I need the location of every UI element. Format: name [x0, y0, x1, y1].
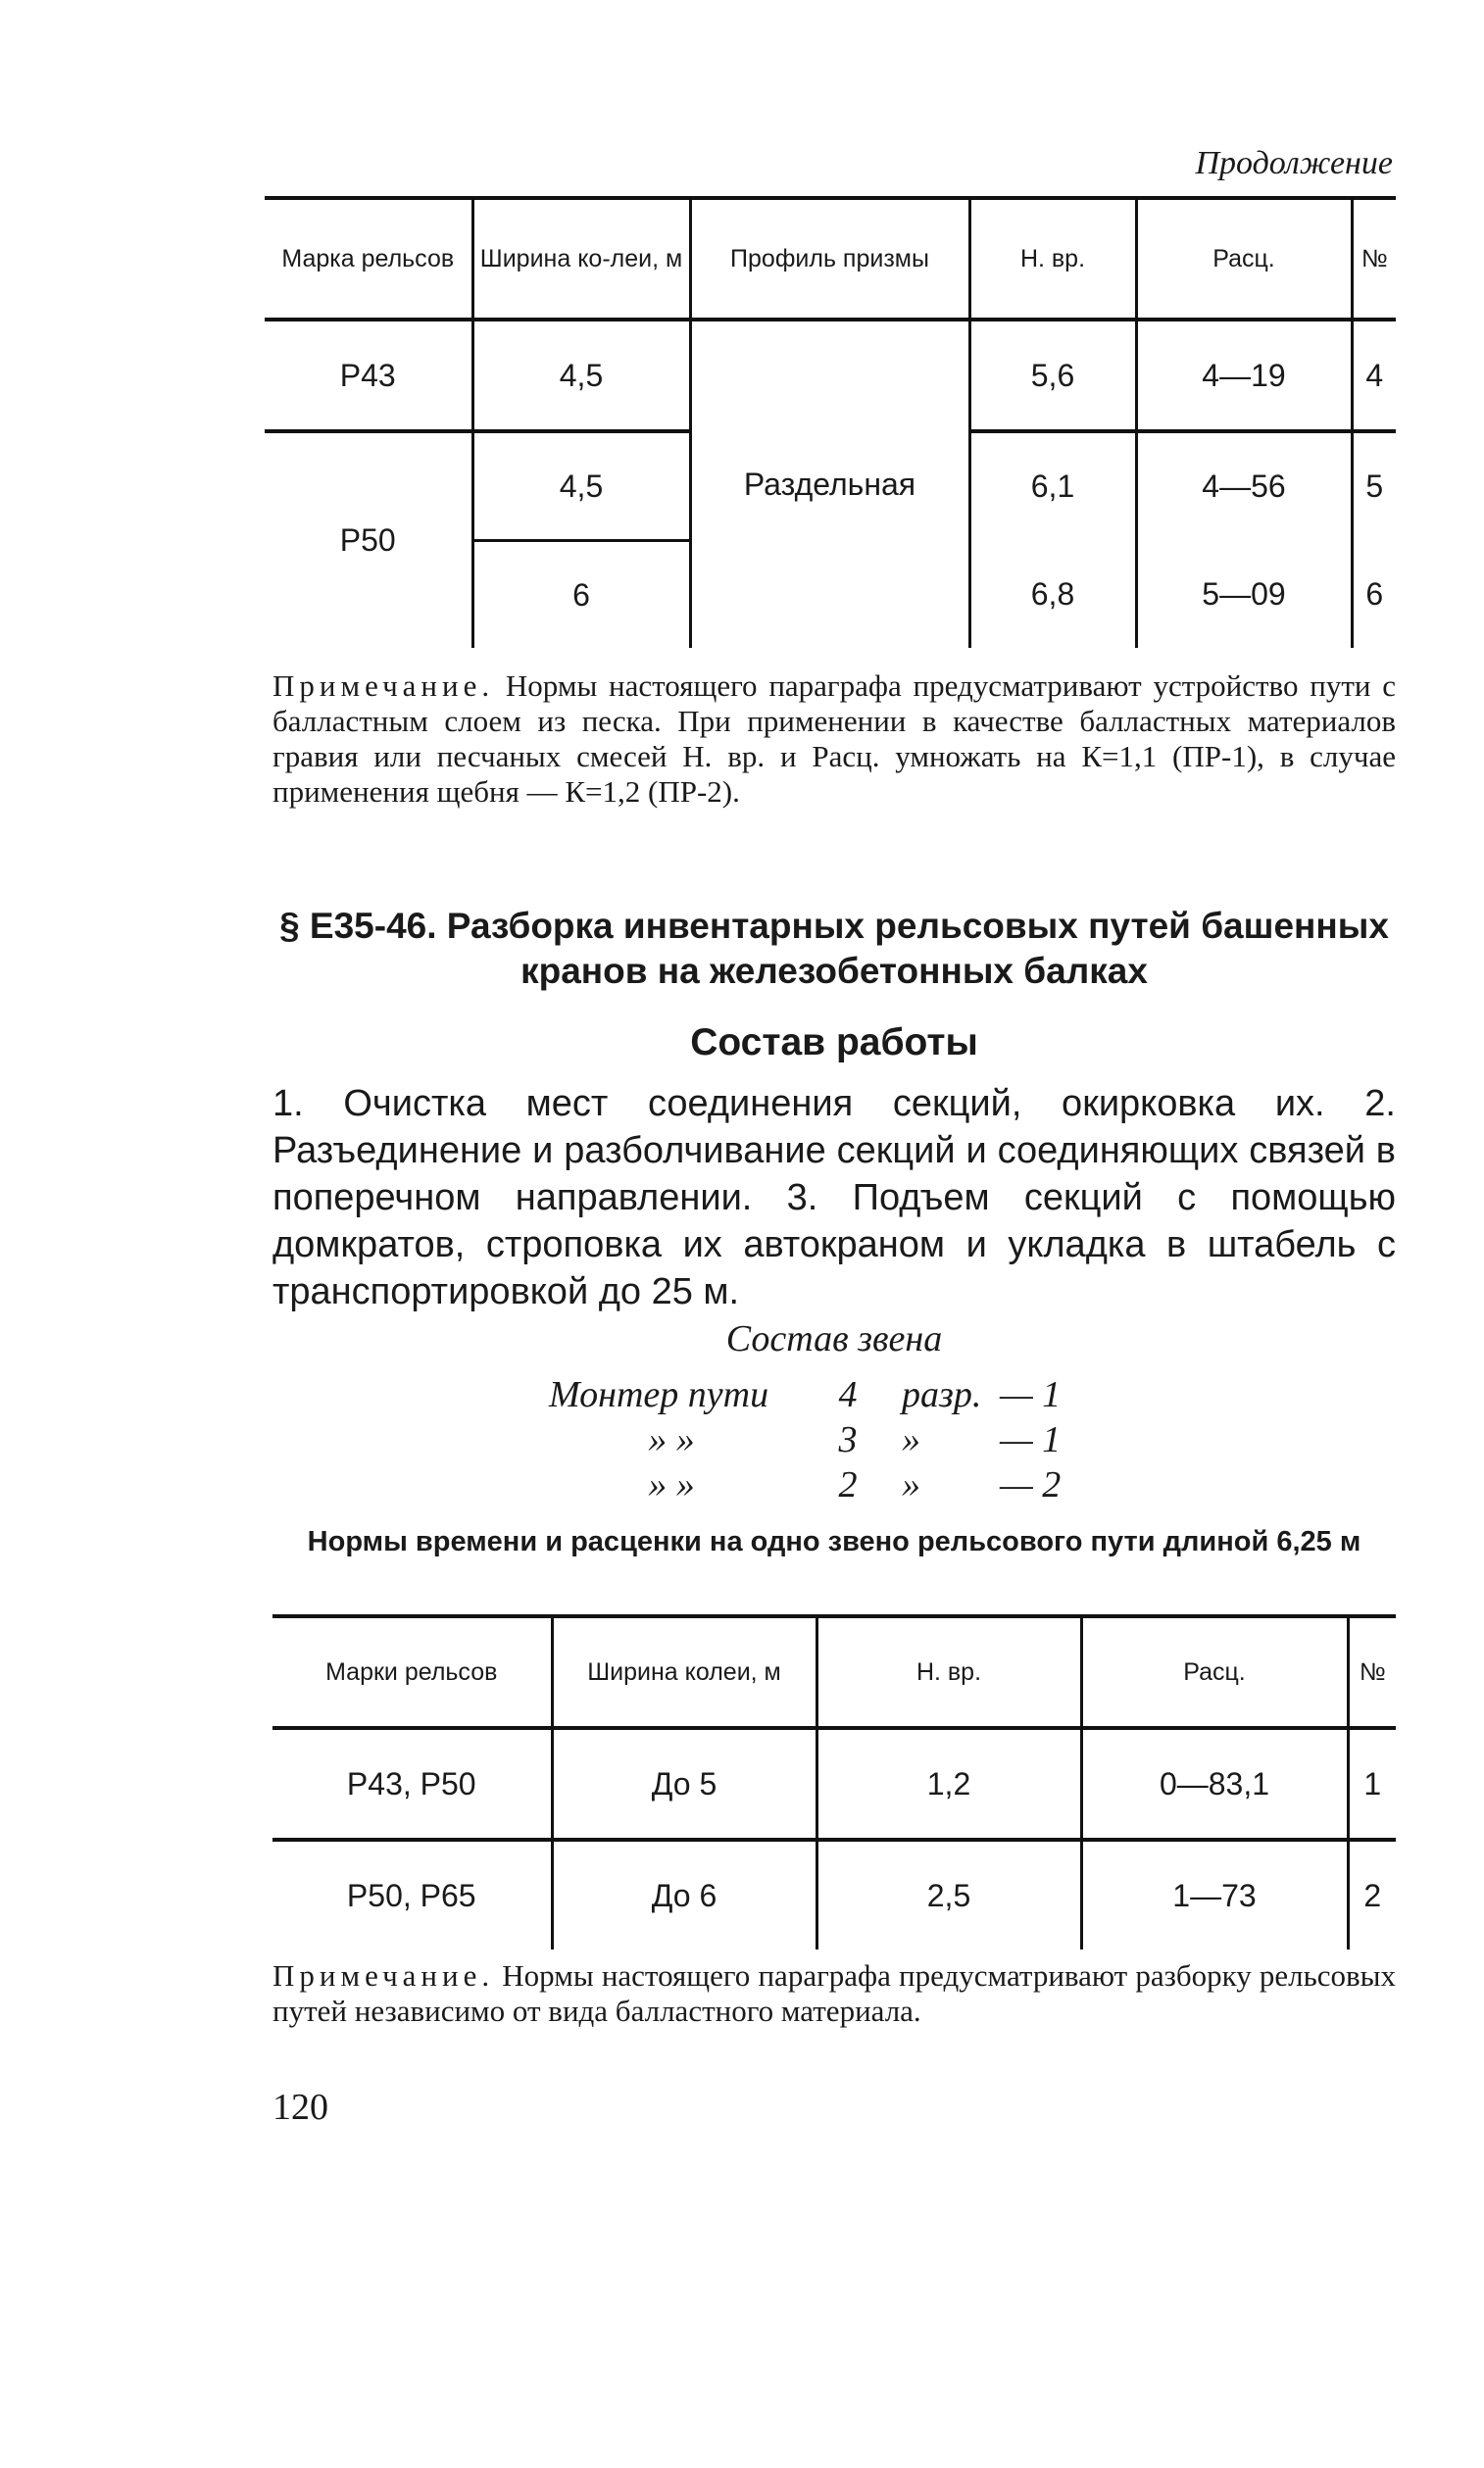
col-header-number: № — [1352, 198, 1396, 320]
col-header-rail: Марки рельсов — [325, 1658, 498, 1686]
crew-unit: » — [902, 1419, 920, 1460]
col-header-rate: Расц. — [1136, 198, 1352, 320]
crew-count: — 2 — [1000, 1464, 1062, 1505]
page-number: 120 — [272, 2087, 328, 2128]
cell-rate: 1—73 — [1081, 1840, 1348, 1950]
cell-rail: Р50, Р65 — [272, 1840, 552, 1950]
col-header-number: № — [1348, 1616, 1396, 1728]
col-header-width: Ширина ко-леи, м — [472, 198, 690, 320]
cell-rate: 5—09 — [1136, 541, 1352, 649]
cell-number: 6 — [1352, 541, 1396, 649]
work-composition-heading: Состав работы — [690, 1021, 978, 1063]
crew-row — [549, 1417, 1157, 1462]
cell-time: 5,6 — [969, 320, 1136, 431]
cell-time: 1,2 — [816, 1728, 1081, 1840]
work-composition-text: 1. Очистка мест соединения секций, окирковка их. 2. Разъединение и разболчивание секций и соединяющих связей в поперечном направлении. 3. Подъем секций с помощью домкратов, строповка их автокраном и укладка в штабель с транспортировкой до 25 м. — [272, 1083, 1396, 1312]
crew-unit: разр. — [902, 1374, 982, 1415]
table-row — [272, 1840, 1396, 1950]
cell-width: 4,5 — [472, 431, 690, 541]
table-row — [272, 1728, 1396, 1840]
col-header-width: Ширина колеи, м — [552, 1616, 816, 1728]
col-header-time: Н. вр. — [816, 1616, 1081, 1728]
cell-rate: 4—19 — [1136, 320, 1352, 431]
cell-time: 6,8 — [969, 541, 1136, 649]
crew-row — [549, 1372, 1157, 1417]
cell-rate: 4—56 — [1136, 431, 1352, 541]
cell-number: 4 — [1352, 320, 1396, 431]
cell-number: 1 — [1348, 1728, 1396, 1840]
note-text: Нормы настоящего параграфа предусматривают устройство пути с балластным слоем из песка. При применении в качестве балластных материалов гравия или песчаных смесей Н. вр. и Расц. умножать на К=1,1 (ПР-1), в случае применения щебня — К=1,2 (ПР-2). — [272, 668, 1396, 809]
crew-grade: 4 — [838, 1374, 858, 1415]
cell-time: 2,5 — [816, 1840, 1081, 1950]
cell-width: До 5 — [552, 1728, 816, 1840]
crew-role: » » — [648, 1419, 695, 1460]
cell-width: 6 — [472, 541, 690, 649]
note-label: Примечание. — [272, 668, 495, 703]
crew-heading: Состав звена — [725, 1318, 943, 1359]
cell-rate: 0—83,1 — [1081, 1728, 1348, 1840]
crew-unit: » — [902, 1464, 920, 1505]
cell-rail: Р50 — [265, 431, 472, 648]
col-header-profile: Профиль призмы — [690, 198, 969, 320]
cell-number: 5 — [1352, 431, 1396, 541]
cell-rail: Р43 — [339, 357, 396, 393]
continuation-label: Продолжение — [1195, 145, 1393, 181]
crew-role: » » — [648, 1464, 695, 1505]
cell-width: До 6 — [552, 1840, 816, 1950]
cell-width: 4,5 — [472, 320, 690, 431]
table-row — [265, 320, 1396, 431]
note-text: Нормы настоящего параграфа предусматривают разборку рельсовых путей независимо от вида балластного материала. — [272, 1958, 1397, 2028]
crew-count: — 1 — [1000, 1419, 1062, 1460]
cell-rail: Р43, Р50 — [346, 1765, 476, 1802]
cell-number: 2 — [1348, 1840, 1396, 1950]
crew-grade: 3 — [838, 1419, 858, 1460]
table-header-row — [265, 198, 1396, 320]
norms-table-title: Нормы времени и расценки на одно звено рельсового пути длиной 6,25 м — [307, 1526, 1361, 1557]
crew-count: — 1 — [1000, 1374, 1062, 1415]
col-header-rail: Марка рельсов — [281, 245, 455, 272]
norms-table-continued — [265, 196, 1396, 648]
note-label: Примечание. — [272, 1958, 495, 1993]
note-paragraph — [272, 668, 1396, 810]
col-header-time: Н. вр. — [969, 198, 1136, 320]
note-paragraph — [272, 1958, 1396, 2029]
table-header-row — [272, 1616, 1396, 1728]
section-title: § Е35-46. Разборка инвентарных рельсовых путей башенных кранов на железобетонных балках — [279, 906, 1389, 991]
col-header-rate: Расц. — [1081, 1616, 1348, 1728]
crew-role: Монтер пути — [549, 1374, 769, 1415]
crew-list — [549, 1372, 1157, 1507]
norms-table — [272, 1614, 1396, 1950]
cell-time: 6,1 — [969, 431, 1136, 541]
crew-grade: 2 — [838, 1464, 858, 1505]
crew-row — [549, 1462, 1157, 1507]
cell-profile: Раздельная — [690, 320, 969, 648]
